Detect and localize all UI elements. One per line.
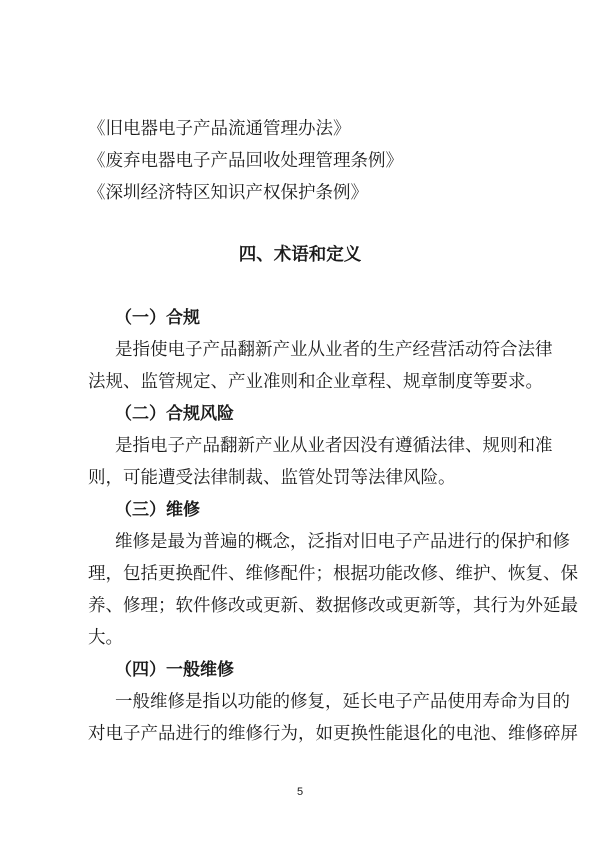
reference-line: 《旧电器电子产品流通管理办法》	[88, 119, 351, 139]
term-heading: （二）合规风险	[115, 404, 234, 424]
paragraph-line: 一般维修是指以功能的修复，延长电子产品使用寿命为目的	[115, 692, 570, 712]
paragraph-line: 理，包括更换配件、维修配件；根据功能改修、维护、恢复、保	[88, 564, 578, 584]
reference-line: 《废弃电器电子产品回收处理管理条例》	[88, 151, 403, 171]
term-heading: （四）一般维修	[115, 660, 234, 680]
paragraph-line: 法规、监管规定、产业准则和企业章程、规章制度等要求。	[88, 372, 543, 392]
reference-line: 《深圳经济特区知识产权保护条例》	[88, 183, 368, 203]
paragraph-line: 养、修理；软件修改或更新、数据修改或更新等，其行为外延最	[88, 596, 578, 616]
paragraph-line: 是指使电子产品翻新产业从业者的生产经营活动符合法律	[115, 340, 553, 360]
section-title: 四、术语和定义	[238, 245, 362, 265]
page-number: 5	[296, 786, 304, 798]
paragraph-line: 维修是最为普遍的概念，泛指对旧电子产品进行的保护和修	[115, 532, 570, 552]
paragraph-line: 是指电子产品翻新产业从业者因没有遵循法律、规则和准	[115, 436, 553, 456]
paragraph-line: 对电子产品进行的维修行为，如更换性能退化的电池、维修碎屏	[88, 724, 578, 744]
term-heading: （一）合规	[115, 308, 200, 328]
term-heading: （三）维修	[115, 500, 200, 520]
paragraph-line: 则，可能遭受法律制裁、监管处罚等法律风险。	[88, 468, 456, 488]
paragraph-line: 大。	[88, 628, 123, 648]
